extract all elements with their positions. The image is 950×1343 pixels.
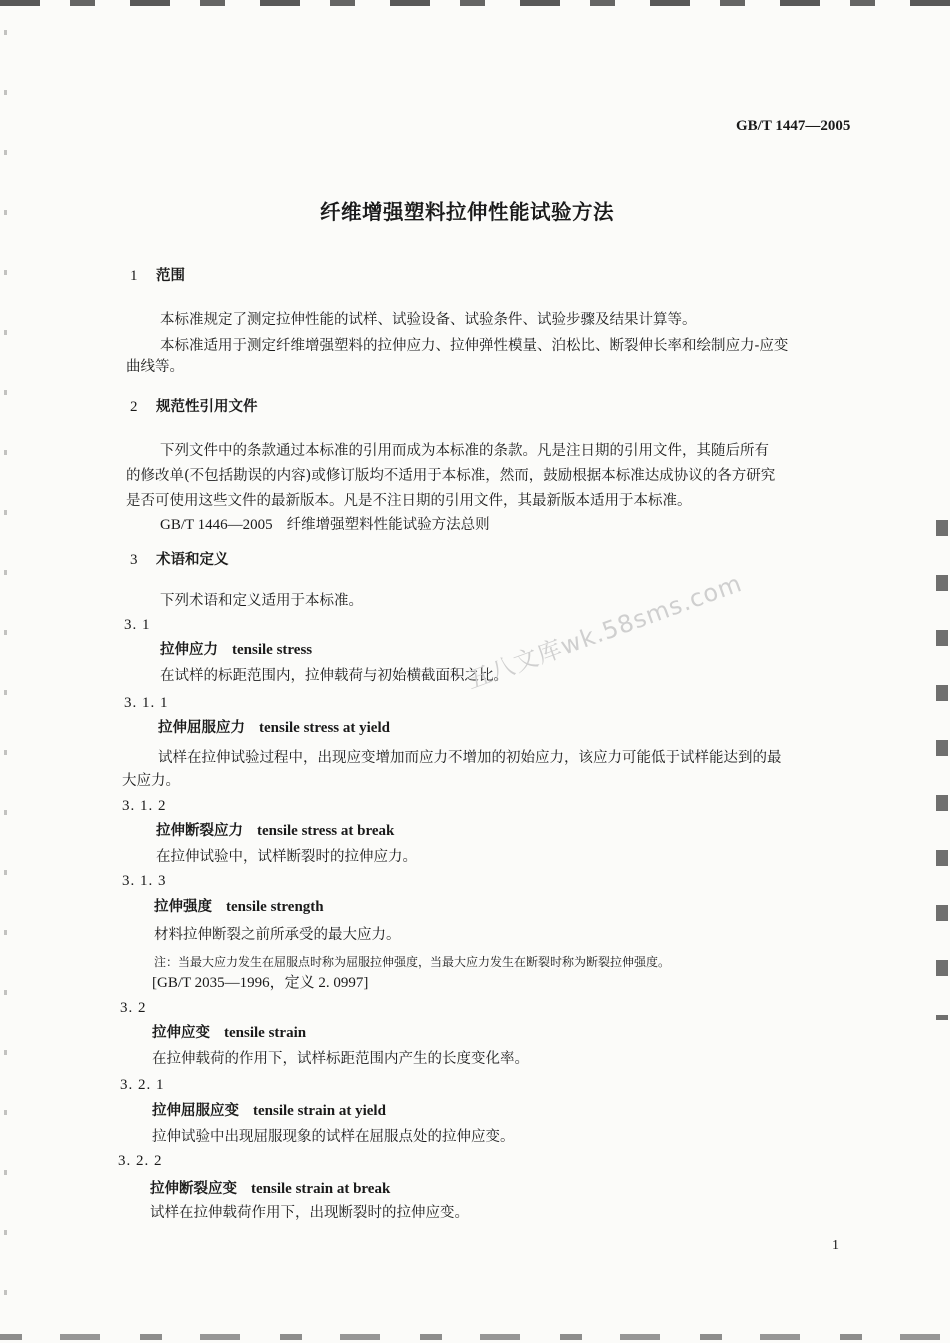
term-3-1-2-cn: 拉伸断裂应力 — [156, 823, 243, 839]
term-3-2-2 — [150, 1179, 390, 1199]
term-3-2-2-definition: 试样在拉伸载荷作用下，出现断裂时的拉伸应变。 — [150, 1205, 469, 1221]
watermark: 五八文库wk.58sms.com — [462, 568, 746, 695]
reference-code: GB/T 1446—2005 — [160, 517, 273, 533]
standard-code: GB/T 1447—2005 — [736, 118, 851, 134]
term-3-1-number: 3. 1 — [124, 617, 151, 633]
term-3-2-en: tensile strain — [224, 1025, 307, 1041]
section-2-number: 2 — [130, 399, 139, 415]
term-3-2-1 — [152, 1101, 386, 1121]
section-1-number: 1 — [130, 268, 139, 284]
section-2-paragraph-line-3: 是否可使用这些文件的最新版本。凡是不注日期的引用文件，其最新版本适用于本标准。 — [126, 493, 692, 509]
term-3-2-cn: 拉伸应变 — [152, 1025, 210, 1041]
term-3-1-3-definition: 材料拉伸断裂之前所承受的最大应力。 — [154, 927, 401, 943]
term-3-1-2-definition: 在拉伸试验中，试样断裂时的拉伸应力。 — [156, 849, 417, 865]
term-3-1-2-en: tensile stress at break — [257, 823, 395, 839]
scan-edge-bottom — [0, 1334, 950, 1340]
reference-title: 纤维增强塑料性能试验方法总则 — [286, 517, 490, 533]
term-3-1-cn: 拉伸应力 — [160, 642, 218, 658]
term-3-1-3 — [154, 897, 324, 917]
term-3-2-1-number: 3. 2. 1 — [120, 1077, 165, 1093]
section-2-heading: 规范性引用文件 — [156, 399, 258, 415]
term-3-1-1-en: tensile stress at yield — [259, 720, 390, 736]
term-3-1-definition: 在试样的标距范围内，拉伸载荷与初始横截面积之比。 — [160, 668, 508, 684]
section-3-number: 3 — [130, 552, 139, 568]
term-3-1-en: tensile stress — [232, 642, 313, 658]
term-3-2-1-en: tensile strain at yield — [253, 1103, 386, 1119]
term-3-1-3-number: 3. 1. 3 — [122, 873, 167, 889]
term-3-1-3-source: [GB/T 2035—1996，定义 2. 0997] — [152, 975, 369, 991]
term-3-1 — [160, 640, 312, 660]
term-3-1-3-note: 注：当最大应力发生在屈服点时称为屈服拉伸强度，当最大应力发生在断裂时称为断裂拉伸强度。 — [154, 955, 671, 969]
term-3-1-3-cn: 拉伸强度 — [154, 899, 212, 915]
normative-reference — [160, 515, 490, 535]
term-3-1-1-definition-line-2: 大应力。 — [122, 773, 180, 789]
document-title: 纤维增强塑料拉伸性能试验方法 — [320, 200, 614, 224]
term-3-1-3-en: tensile strength — [226, 899, 324, 915]
section-3-heading: 术语和定义 — [156, 552, 229, 568]
term-3-2-2-cn: 拉伸断裂应变 — [150, 1181, 237, 1197]
term-3-2-2-number: 3. 2. 2 — [118, 1153, 163, 1169]
page-number: 1 — [832, 1238, 839, 1253]
scan-edge-top — [0, 0, 950, 6]
section-3-intro: 下列术语和定义适用于本标准。 — [160, 593, 363, 609]
term-3-1-1-cn: 拉伸屈服应力 — [158, 720, 245, 736]
section-2-paragraph-line-1: 下列文件中的条款通过本标准的引用而成为本标准的条款。凡是注日期的引用文件，其随后所有 — [160, 443, 769, 459]
term-3-2-1-cn: 拉伸屈服应变 — [152, 1103, 239, 1119]
section-1-paragraph-1: 本标准规定了测定拉伸性能的试样、试验设备、试验条件、试验步骤及结果计算等。 — [160, 312, 697, 328]
term-3-1-1-definition-line-1: 试样在拉伸试验过程中，出现应变增加而应力不增加的初始应力，该应力可能低于试样能达到的最 — [158, 750, 782, 766]
section-2-paragraph-line-2: 的修改单(不包括勘误的内容)或修订版均不适用于本标准，然而，鼓励根据本标准达成协议的各方研究 — [126, 468, 776, 484]
scan-edge-right — [936, 520, 948, 1020]
section-1-paragraph-2-line-1: 本标准适用于测定纤维增强塑料的拉伸应力、拉伸弹性模量、泊松比、断裂伸长率和绘制应力-应变 — [160, 338, 789, 354]
term-3-1-2 — [156, 821, 394, 841]
term-3-2-definition: 在拉伸载荷的作用下，试样标距范围内产生的长度变化率。 — [152, 1051, 529, 1067]
term-3-1-1 — [158, 718, 390, 738]
term-3-2-2-en: tensile strain at break — [251, 1181, 391, 1197]
scan-edge-left — [4, 30, 7, 1330]
section-1-heading: 范围 — [156, 268, 185, 284]
term-3-2-1-definition: 拉伸试验中出现屈服现象的试样在屈服点处的拉伸应变。 — [152, 1129, 515, 1145]
term-3-2-number: 3. 2 — [120, 1000, 147, 1016]
term-3-1-2-number: 3. 1. 2 — [122, 798, 167, 814]
section-1-paragraph-2-line-2: 曲线等。 — [126, 359, 184, 375]
term-3-1-1-number: 3. 1. 1 — [124, 695, 169, 711]
term-3-2 — [152, 1023, 306, 1043]
